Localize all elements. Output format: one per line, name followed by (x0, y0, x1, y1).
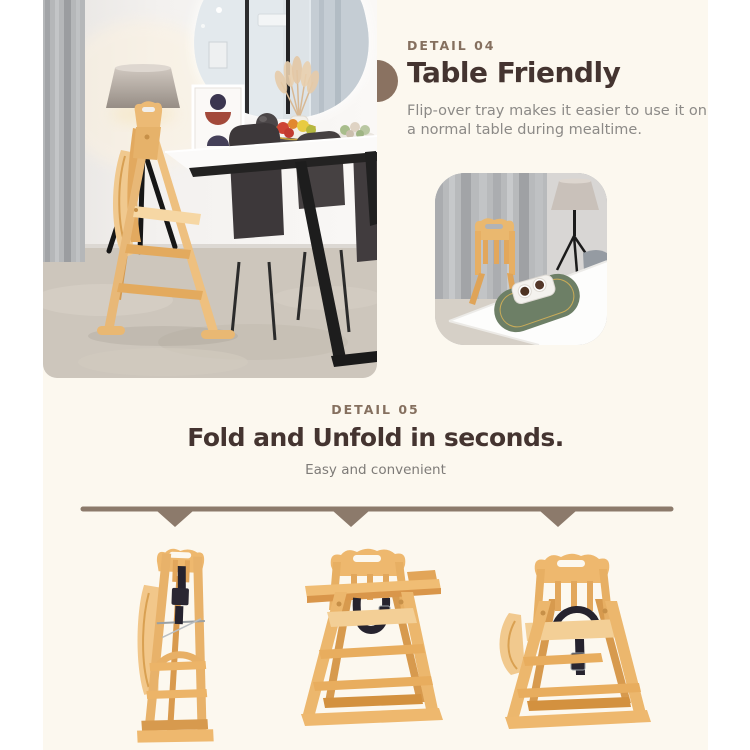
main-photo-illustration (43, 0, 377, 378)
main-photo (43, 0, 377, 378)
unfolded-back-chair-illustration (491, 549, 663, 742)
divider-line (78, 504, 676, 528)
step-photo-folded (132, 546, 222, 746)
curtain (43, 0, 85, 262)
tray-photo (435, 173, 607, 345)
detail04-label: DETAIL 04 (407, 38, 496, 53)
chevron-down-icon (157, 511, 193, 527)
tray-photo-illustration (435, 173, 607, 345)
detail04-title: Table Friendly (407, 56, 621, 89)
step-photo-unfolded-tray (289, 546, 449, 740)
detail05-subtitle: Easy and convenient (305, 462, 446, 478)
detail04-description: Flip-over tray makes it easier to use it on a normal table during mealtime. (407, 103, 707, 138)
content-canvas (43, 0, 708, 750)
semicircle-accent (377, 60, 398, 102)
unfolded-chair-illustration (289, 546, 449, 740)
detail05-title: Fold and Unfold in seconds. (187, 423, 564, 452)
section-detail-05 (43, 402, 708, 478)
step-photo-unfolded-back (491, 549, 663, 742)
chevron-down-icon (333, 511, 369, 527)
chevron-down-icon (540, 511, 576, 527)
divider (78, 504, 676, 528)
folded-chair-illustration (132, 546, 222, 746)
detail05-label: DETAIL 05 (331, 402, 420, 417)
section-detail-04 (407, 38, 707, 140)
